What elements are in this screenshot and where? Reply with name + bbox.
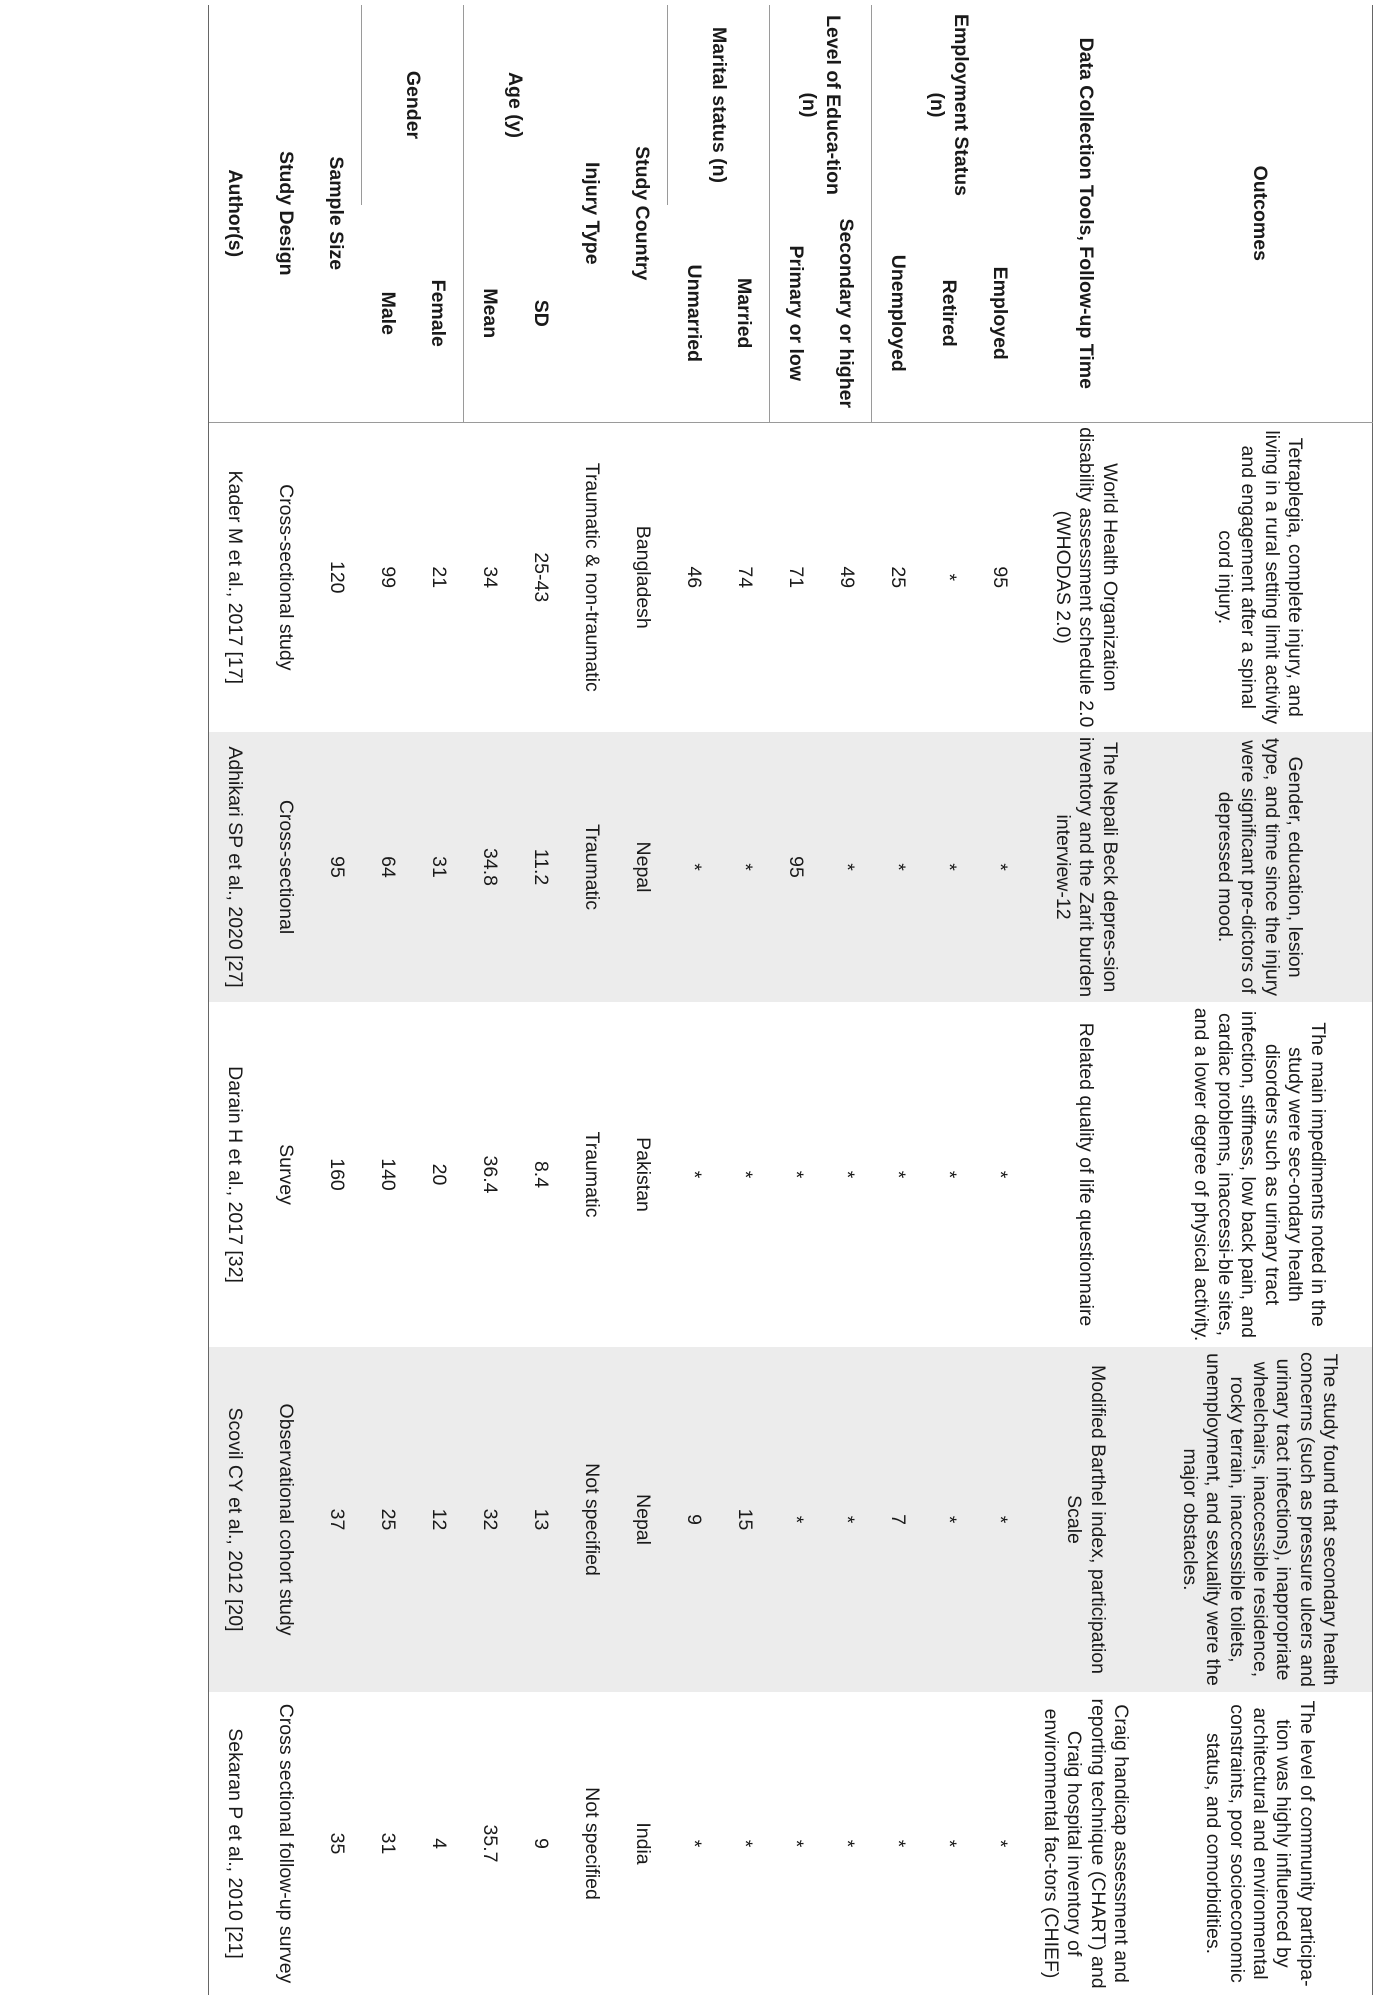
cell-study-country-study-1: Bangladesh bbox=[631, 525, 654, 629]
cell-primary-or-low-study-3: * bbox=[784, 1170, 807, 1179]
cell-authors-study-5: Sekaran P et al., 2010 [21] bbox=[209, 1692, 260, 1995]
row-subheader-married: Married bbox=[719, 205, 770, 422]
cell-mean-study-3: 36.4 bbox=[478, 1155, 501, 1194]
cell-male-study-4: 25 bbox=[362, 1347, 413, 1692]
table-row-female bbox=[413, 5, 464, 1995]
cell-authors-study-1: Kader M et al., 2017 [17] bbox=[209, 422, 260, 732]
cell-mean-study-1: 34 bbox=[478, 566, 501, 589]
cell-sample-size-study-4: 37 bbox=[311, 1347, 362, 1692]
cell-outcomes-study-3: The main impediments noted in the study were sec-ondary health disorders such as urinary tract infection, stiffness, low back pain, and cardiac problems, inaccessi-ble sites, and a lower degree of physical activity. bbox=[1147, 1002, 1373, 1347]
row-subheader-female: Female bbox=[413, 205, 464, 422]
row-subheader-unmarried: Unmarried bbox=[668, 205, 719, 422]
row-header-outcomes: Outcomes bbox=[1147, 5, 1373, 422]
cell-sample-size-study-2: 95 bbox=[311, 732, 362, 1002]
row-header-marital-status: Marital status (n) bbox=[668, 5, 770, 205]
table-row-married bbox=[719, 5, 770, 1995]
row-subheader-male: Male bbox=[362, 205, 413, 422]
cell-primary-or-low-study-4: * bbox=[770, 1347, 821, 1692]
cell-secondary-or-higher-study-2: * bbox=[821, 732, 872, 1002]
row-header-sample-size: Sample Size bbox=[311, 5, 362, 422]
cell-retired-study-4: * bbox=[923, 1347, 974, 1692]
cell-data-collection-study-3: Related quality of life questionnaire bbox=[1075, 1022, 1098, 1327]
cell-sd-study-1: 25-43 bbox=[529, 552, 552, 603]
cell-unemployed-study-1: 25 bbox=[886, 566, 909, 589]
row-header-level-of-education: Level of Educa-tion (n) bbox=[770, 5, 872, 205]
cell-outcomes-study-2: Gender, education, lesion type, and time since the injury were significant pre-dictors of depressed mood. bbox=[1147, 732, 1373, 1002]
cell-male-study-1: 99 bbox=[376, 566, 399, 589]
cell-study-country-study-2: Nepal bbox=[617, 732, 668, 1002]
row-subheader-primary-or-low: Primary or low bbox=[770, 205, 821, 422]
cell-employed-study-5: * bbox=[988, 1839, 1011, 1848]
row-header-authors: Author(s) bbox=[209, 5, 260, 422]
row-header-study-design: Study Design bbox=[260, 5, 311, 422]
table-row-unmarried bbox=[668, 5, 719, 1995]
cell-employed-study-4: * bbox=[974, 1347, 1025, 1692]
cell-injury-type-study-5: Not specified bbox=[580, 1787, 603, 1900]
row-subheader-secondary-or-higher: Secondary or higher bbox=[821, 205, 872, 422]
cell-unmarried-study-4: 9 bbox=[668, 1347, 719, 1692]
table-body bbox=[209, 5, 1373, 1995]
cell-data-collection-study-5: Craig handicap assessment and reporting technique (CHART) and Craig hospital inventory of environmental fac-tors (CHIEF) bbox=[1040, 1698, 1133, 1989]
cell-outcomes-study-5: The level of community participa-tion was highly influenced by architectural and environmental constraints, poor socioeconomic status, and comorbidities. bbox=[1147, 1692, 1373, 1995]
row-subheader-employed: Employed bbox=[974, 205, 1025, 422]
row-header-study-country: Study Country bbox=[617, 5, 668, 422]
cell-study-country-study-3: Pakistan bbox=[631, 1137, 654, 1212]
table-row-data-collection bbox=[1025, 5, 1147, 1995]
cell-authors-study-2: Adhikari SP et al., 2020 [27] bbox=[209, 732, 260, 1002]
cell-married-study-2: * bbox=[719, 732, 770, 1002]
cell-sd-study-3: 8.4 bbox=[529, 1160, 552, 1189]
cell-retired-study-3: * bbox=[937, 1170, 960, 1179]
cell-injury-type-study-4: Not specified bbox=[566, 1347, 617, 1692]
cell-primary-or-low-study-2: 95 bbox=[770, 732, 821, 1002]
cell-outcomes-study-1: Tetraplegia, complete injury, and living in a rural setting limit activity and engagement after a spinal cord injury. bbox=[1147, 422, 1373, 732]
cell-primary-or-low-study-1: 71 bbox=[784, 566, 807, 589]
cell-female-study-4: 12 bbox=[413, 1347, 464, 1692]
table-row-study-design bbox=[260, 5, 311, 1995]
cell-unmarried-study-3: * bbox=[682, 1170, 705, 1179]
cell-unmarried-study-2: * bbox=[668, 732, 719, 1002]
cell-unemployed-study-4: 7 bbox=[872, 1347, 923, 1692]
cell-secondary-or-higher-study-5: * bbox=[835, 1839, 858, 1848]
cell-retired-study-2: * bbox=[923, 732, 974, 1002]
cell-study-country-study-4: Nepal bbox=[617, 1347, 668, 1692]
cell-married-study-4: 15 bbox=[719, 1347, 770, 1692]
cell-mean-study-2: 34.8 bbox=[464, 732, 515, 1002]
cell-primary-or-low-study-5: * bbox=[784, 1839, 807, 1848]
cell-study-design-study-1: Cross-sectional study bbox=[274, 484, 297, 671]
row-header-employment-status: Employment Status (n) bbox=[872, 5, 1025, 205]
cell-married-study-3: * bbox=[733, 1170, 756, 1179]
cell-sd-study-2: 11.2 bbox=[515, 732, 566, 1002]
cell-female-study-1: 21 bbox=[427, 566, 450, 589]
cell-secondary-or-higher-study-1: 49 bbox=[835, 566, 858, 589]
cell-employed-study-3: * bbox=[988, 1170, 1011, 1179]
table-row-sd bbox=[515, 5, 566, 1995]
cell-sample-size-study-1: 120 bbox=[325, 560, 348, 594]
row-subheader-sd: SD bbox=[515, 205, 566, 422]
cell-unmarried-study-1: 46 bbox=[682, 566, 705, 589]
table-row-secondary-or-higher bbox=[821, 5, 872, 1995]
cell-retired-study-5: * bbox=[937, 1839, 960, 1848]
cell-secondary-or-higher-study-4: * bbox=[821, 1347, 872, 1692]
cell-retired-study-1: * bbox=[937, 573, 960, 582]
cell-outcomes-study-4: The study found that secondary health concerns (such as pressure ulcers and urinary tract infections), inappropriate wheelchairs, inaccessible residence, rocky terrain, inaccessible toilets, unemployment, and sexuality were the major obstacles. bbox=[1147, 1347, 1373, 1692]
table-row-authors bbox=[209, 5, 260, 1995]
cell-female-study-3: 20 bbox=[427, 1163, 450, 1186]
cell-female-study-2: 31 bbox=[413, 732, 464, 1002]
table-row-retired bbox=[923, 5, 974, 1995]
cell-sd-study-5: 9 bbox=[529, 1838, 552, 1849]
cell-sample-size-study-5: 35 bbox=[325, 1832, 348, 1855]
cell-mean-study-4: 32 bbox=[464, 1347, 515, 1692]
table-row-outcomes bbox=[1147, 5, 1373, 1995]
row-subheader-mean: Mean bbox=[464, 205, 515, 422]
cell-study-country-study-5: India bbox=[631, 1822, 654, 1865]
cell-study-design-study-5: Cross sectional follow-up survey bbox=[274, 1703, 297, 1984]
table-row-primary-or-low bbox=[770, 5, 821, 1995]
table-row-sample-size bbox=[311, 5, 362, 1995]
cell-data-collection-study-4: Modified Barthel index, participation Scale bbox=[1025, 1347, 1147, 1692]
cell-authors-study-4: Scovil CY et al., 2012 [20] bbox=[209, 1347, 260, 1692]
cell-data-collection-study-2: The Nepali Beck depres-sion inventory and the Zarit burden interview-12 bbox=[1025, 732, 1147, 1002]
cell-study-design-study-4: Observational cohort study bbox=[260, 1347, 311, 1692]
cell-data-collection-study-1: World Health Organization disability assessment schedule 2.0 (WHODAS 2.0) bbox=[1051, 427, 1121, 728]
cell-injury-type-study-3: Traumatic bbox=[580, 1131, 603, 1218]
cell-employed-study-2: * bbox=[974, 732, 1025, 1002]
table-row-injury-type bbox=[566, 5, 617, 1995]
cell-study-design-study-3: Survey bbox=[274, 1144, 297, 1205]
cell-secondary-or-higher-study-3: * bbox=[835, 1170, 858, 1179]
cell-male-study-2: 64 bbox=[362, 732, 413, 1002]
table-row-male bbox=[362, 5, 413, 1995]
cell-unemployed-study-2: * bbox=[872, 732, 923, 1002]
row-header-data-collection: Data Collection Tools, Follow-up Time bbox=[1025, 5, 1147, 422]
study-characteristics-table bbox=[208, 5, 1373, 1995]
cell-study-design-study-2: Cross-sectional bbox=[260, 732, 311, 1002]
table-row-mean bbox=[464, 5, 515, 1995]
row-header-age: Age (y) bbox=[464, 5, 566, 205]
cell-unemployed-study-5: * bbox=[886, 1839, 909, 1848]
cell-sample-size-study-3: 160 bbox=[325, 1158, 348, 1191]
cell-unemployed-study-3: * bbox=[886, 1170, 909, 1179]
row-subheader-retired: Retired bbox=[923, 205, 974, 422]
cell-married-study-1: 74 bbox=[733, 566, 756, 589]
row-header-gender: Gender bbox=[362, 5, 464, 205]
cell-injury-type-study-2: Traumatic bbox=[566, 732, 617, 1002]
cell-sd-study-4: 13 bbox=[515, 1347, 566, 1692]
cell-male-study-3: 140 bbox=[376, 1158, 399, 1191]
row-header-injury-type: Injury Type bbox=[566, 5, 617, 422]
row-subheader-unemployed: Unemployed bbox=[872, 205, 923, 422]
table-row-unemployed bbox=[872, 5, 923, 1995]
cell-male-study-5: 31 bbox=[376, 1832, 399, 1855]
cell-mean-study-5: 35.7 bbox=[478, 1824, 501, 1863]
cell-employed-study-1: 95 bbox=[988, 566, 1011, 589]
table-row-employed bbox=[974, 5, 1025, 1995]
cell-married-study-5: * bbox=[733, 1839, 756, 1848]
table-row-study-country bbox=[617, 5, 668, 1995]
cell-female-study-5: 4 bbox=[427, 1838, 450, 1849]
cell-injury-type-study-1: Traumatic & non-traumatic bbox=[580, 462, 603, 692]
cell-unmarried-study-5: * bbox=[682, 1839, 705, 1848]
cell-authors-study-3: Darain H et al., 2017 [32] bbox=[209, 1002, 260, 1347]
